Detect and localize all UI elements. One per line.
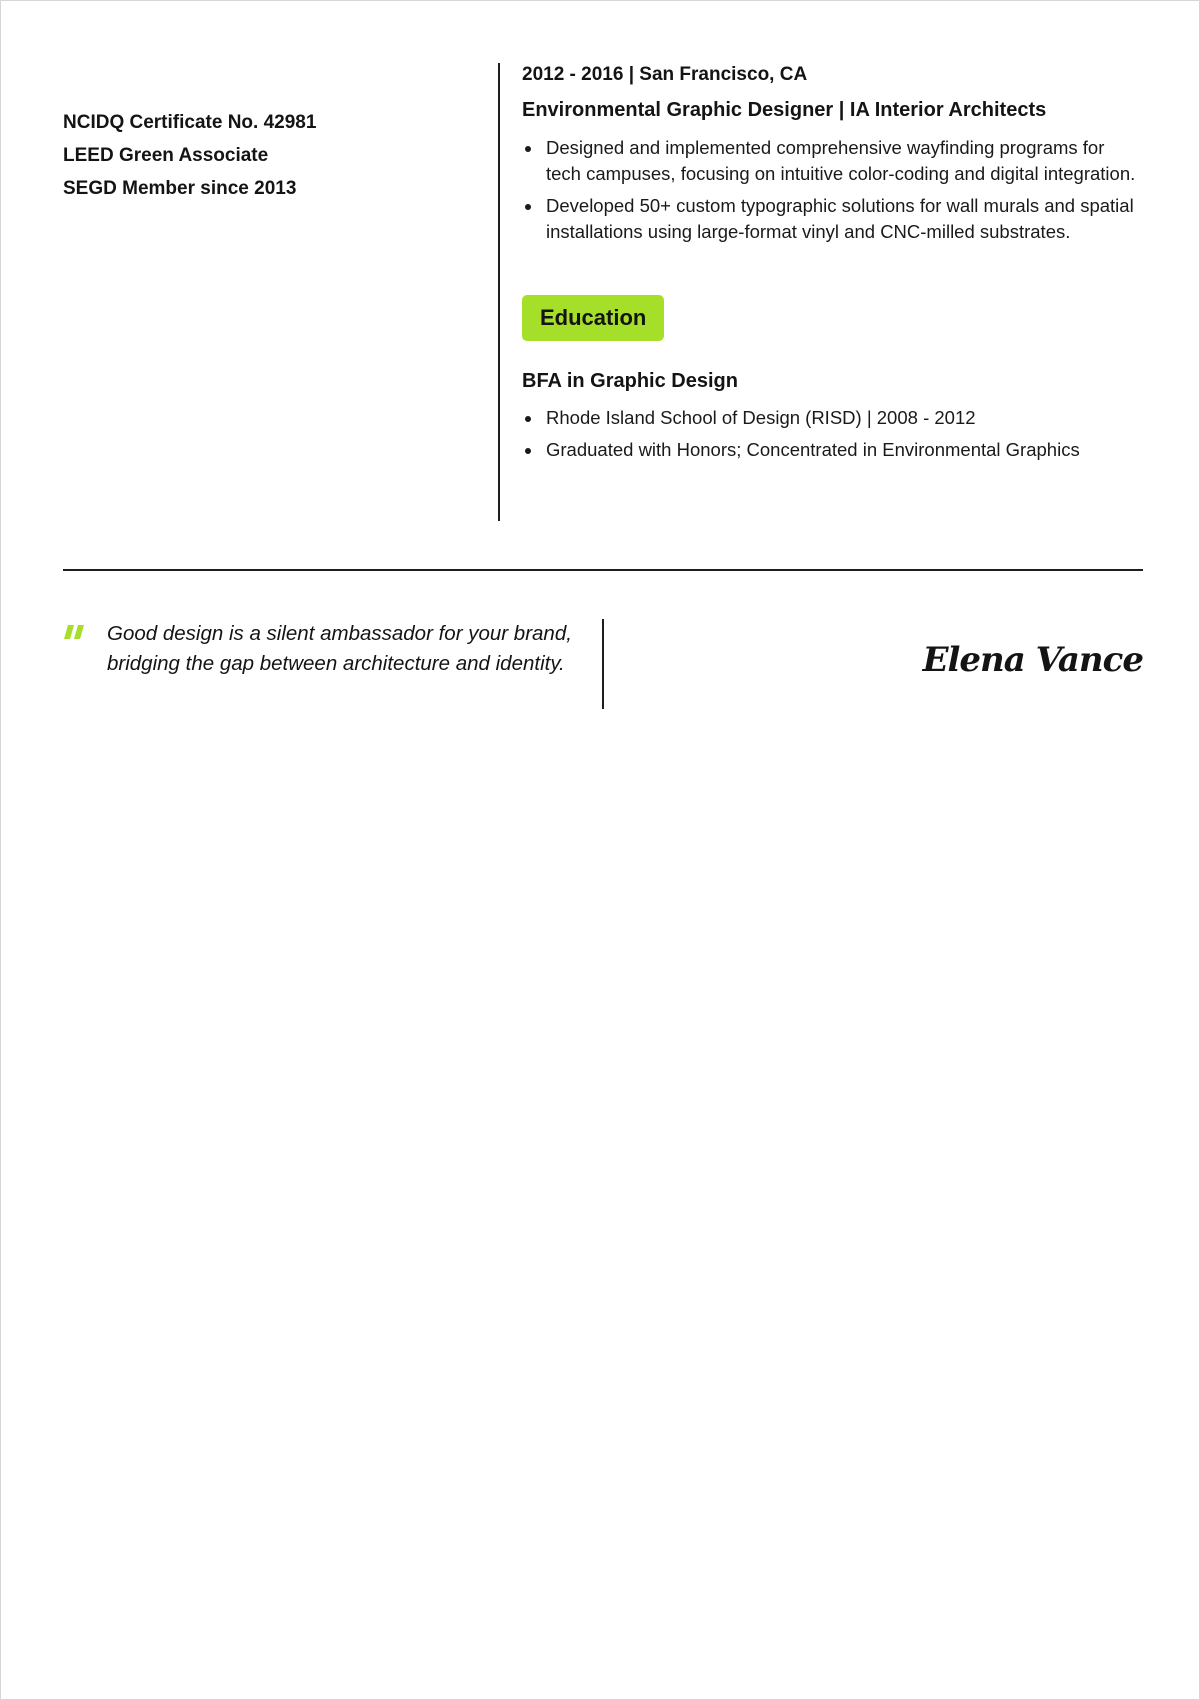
job-title: Environmental Graphic Designer | IA Interior Architects: [522, 99, 1047, 121]
top-section: [63, 63, 1143, 521]
job-dates-location: 2012 - 2016 | San Francisco, CA: [522, 64, 808, 85]
signature: Elena Vance: [922, 640, 1143, 680]
education-degree: BFA in Graphic Design: [522, 370, 738, 392]
certification-item: NCIDQ Certificate No. 42981: [63, 112, 317, 133]
job-bullets: [522, 135, 1144, 245]
job-bullet: Designed and implemented comprehensive wayfinding programs for tech campuses, focusing on intuitive color-coding and digital integration.: [522, 135, 1144, 187]
job-bullet: Developed 50+ custom typographic solutions for wall murals and spatial installations using large-format vinyl and CNC-milled substrates.: [522, 193, 1144, 245]
education-section-heading: Education: [522, 295, 664, 341]
certification-item: SEGD Member since 2013: [63, 178, 297, 199]
quote-section: [63, 619, 1143, 709]
column-divider: [498, 63, 500, 521]
quote-mark-icon: [63, 623, 87, 643]
certification-item: LEED Green Associate: [63, 145, 269, 166]
section-divider: [63, 569, 1143, 571]
quote-divider: [602, 619, 604, 709]
education-bullet: Graduated with Honors; Concentrated in Environmental Graphics: [522, 437, 1144, 463]
main-column: [522, 63, 1144, 469]
certifications-column: [63, 111, 483, 210]
education-bullet: Rhode Island School of Design (RISD) | 2008 - 2012: [522, 405, 1144, 431]
education-bullets: [522, 405, 1144, 463]
quote-text: Good design is a silent ambassador for your brand, bridging the gap between architecture and identity.: [107, 622, 572, 675]
